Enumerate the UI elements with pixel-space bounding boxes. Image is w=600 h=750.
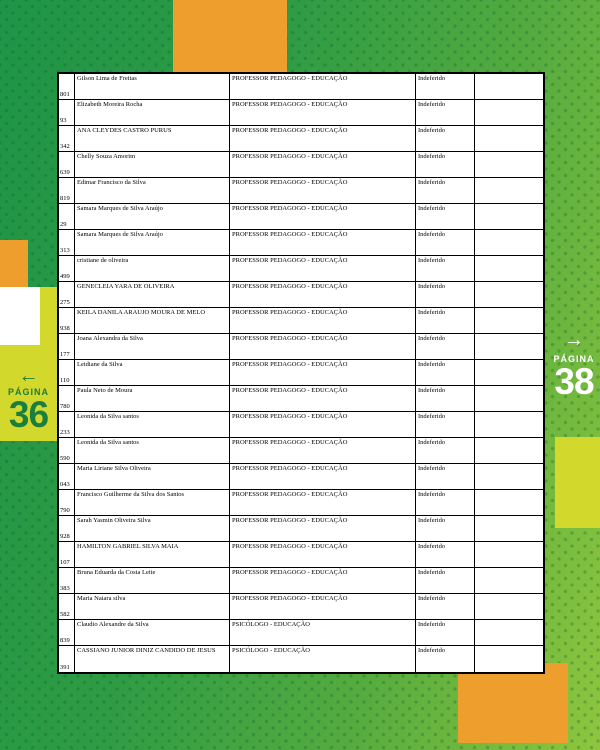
candidate-name: Sarah Yasmin Oliveira Silva [75, 516, 230, 541]
empty-cell [475, 516, 543, 541]
table-row [59, 516, 543, 542]
candidate-name: Joana Alexandra da Silva [75, 334, 230, 359]
row-number: 801 [59, 74, 75, 99]
status-cell: Indeferido [416, 464, 475, 489]
position-cell: PROFESSOR PEDAGOGO - EDUCAÇÃO [229, 360, 416, 385]
position-cell: PROFESSOR PEDAGOGO - EDUCAÇÃO [229, 178, 416, 203]
status-cell: Indeferido [416, 490, 475, 515]
row-number: 313 [59, 230, 75, 255]
position-cell: PROFESSOR PEDAGOGO - EDUCAÇÃO [229, 542, 416, 567]
position-cell: PROFESSOR PEDAGOGO - EDUCAÇÃO [229, 334, 416, 359]
status-cell: Indeferido [416, 152, 475, 177]
candidate-name: Maria Naiara silva [75, 594, 230, 619]
position-cell: PROFESSOR PEDAGOGO - EDUCAÇÃO [229, 412, 416, 437]
candidate-name: GENECLEIA YARA DE OLIVEIRA [75, 282, 230, 307]
table-row [59, 594, 543, 620]
candidates-table [57, 72, 545, 674]
decor-top-orange-block [173, 0, 287, 75]
position-cell: PROFESSOR PEDAGOGO - EDUCAÇÃO [229, 516, 416, 541]
position-cell: PROFESSOR PEDAGOGO - EDUCAÇÃO [229, 100, 416, 125]
row-number: 780 [59, 386, 75, 411]
position-cell: PROFESSOR PEDAGOGO - EDUCAÇÃO [229, 256, 416, 281]
table-row [59, 74, 543, 100]
status-cell: Indeferido [416, 204, 475, 229]
candidate-name: Edimar Francisco da Silva [75, 178, 230, 203]
empty-cell [475, 620, 543, 645]
next-page-label: PÁGINA [553, 354, 595, 364]
left-arrow-icon: ← [18, 365, 39, 387]
row-number: 383 [59, 568, 75, 593]
status-cell: Indeferido [416, 412, 475, 437]
table-row [59, 620, 543, 646]
empty-cell [475, 74, 543, 99]
candidate-name: Samara Marques de Silva Araújo [75, 204, 230, 229]
row-number: 107 [59, 542, 75, 567]
status-cell: Indeferido [416, 100, 475, 125]
candidate-name: HAMILTON GABRIEL SILVA MAIA [75, 542, 230, 567]
row-number: 342 [59, 126, 75, 151]
table-row [59, 204, 543, 230]
table-row [59, 230, 543, 256]
status-cell: Indeferido [416, 126, 475, 151]
position-cell: PROFESSOR PEDAGOGO - EDUCAÇÃO [229, 74, 416, 99]
position-cell: PROFESSOR PEDAGOGO - EDUCAÇÃO [229, 438, 416, 463]
table-row [59, 152, 543, 178]
decor-bottom-orange-block [458, 663, 568, 743]
candidate-name: Leonida da Silva santos [75, 438, 230, 463]
row-number: 93 [59, 100, 75, 125]
empty-cell [475, 100, 543, 125]
empty-cell [475, 308, 543, 333]
status-cell: Indeferido [416, 334, 475, 359]
next-page-number: 38 [554, 361, 594, 402]
table-row [59, 542, 543, 568]
next-page-button[interactable] [548, 330, 600, 430]
empty-cell [475, 360, 543, 385]
position-cell: PSICÓLOGO - EDUCAÇÃO [229, 646, 416, 672]
candidate-name: Chelly Souza Amorim [75, 152, 230, 177]
row-number: 043 [59, 464, 75, 489]
position-cell: PROFESSOR PEDAGOGO - EDUCAÇÃO [229, 464, 416, 489]
empty-cell [475, 126, 543, 151]
empty-cell [475, 152, 543, 177]
empty-cell [475, 464, 543, 489]
candidate-name: Samara Marques de Silva Araújo [75, 230, 230, 255]
row-number: 938 [59, 308, 75, 333]
prev-page-number: 36 [8, 394, 49, 435]
row-number: 590 [59, 438, 75, 463]
table-row [59, 178, 543, 204]
row-number: 819 [59, 178, 75, 203]
status-cell: Indeferido [416, 178, 475, 203]
position-cell: PROFESSOR PEDAGOGO - EDUCAÇÃO [229, 490, 416, 515]
position-cell: PSICÓLOGO - EDUCAÇÃO [229, 620, 416, 645]
empty-cell [475, 438, 543, 463]
empty-cell [475, 204, 543, 229]
status-cell: Indeferido [416, 230, 475, 255]
table-row [59, 360, 543, 386]
row-number: 499 [59, 256, 75, 281]
position-cell: PROFESSOR PEDAGOGO - EDUCAÇÃO [229, 568, 416, 593]
candidate-name: ANA CLEYDES CASTRO PURUS [75, 126, 230, 151]
table-row [59, 568, 543, 594]
table-row [59, 100, 543, 126]
table-row [59, 490, 543, 516]
row-number: 177 [59, 334, 75, 359]
decor-right-yellow-block [555, 437, 600, 528]
empty-cell [475, 230, 543, 255]
candidate-name: Leonida da Silva santos [75, 412, 230, 437]
row-number: 391 [59, 646, 75, 672]
status-cell: Indeferido [416, 74, 475, 99]
empty-cell [475, 386, 543, 411]
empty-cell [475, 646, 543, 672]
empty-cell [475, 490, 543, 515]
empty-cell [475, 334, 543, 359]
empty-cell [475, 282, 543, 307]
position-cell: PROFESSOR PEDAGOGO - EDUCAÇÃO [229, 204, 416, 229]
position-cell: PROFESSOR PEDAGOGO - EDUCAÇÃO [229, 282, 416, 307]
status-cell: Indeferido [416, 256, 475, 281]
table-row [59, 308, 543, 334]
candidate-name: KEILA DANILA ARAUJO MOURA DE MELO [75, 308, 230, 333]
empty-cell [475, 568, 543, 593]
table-row [59, 464, 543, 490]
status-cell: Indeferido [416, 282, 475, 307]
empty-cell [475, 594, 543, 619]
position-cell: PROFESSOR PEDAGOGO - EDUCAÇÃO [229, 308, 416, 333]
row-number: 839 [59, 620, 75, 645]
position-cell: PROFESSOR PEDAGOGO - EDUCAÇÃO [229, 230, 416, 255]
status-cell: Indeferido [416, 386, 475, 411]
table-row [59, 334, 543, 360]
candidate-name: Leidiane da Silva [75, 360, 230, 385]
empty-cell [475, 178, 543, 203]
candidate-name: Elizabeth Moreira Rocha [75, 100, 230, 125]
status-cell: Indeferido [416, 438, 475, 463]
table-row [59, 646, 543, 672]
empty-cell [475, 412, 543, 437]
row-number: 29 [59, 204, 75, 229]
empty-cell [475, 256, 543, 281]
status-cell: Indeferido [416, 646, 475, 672]
position-cell: PROFESSOR PEDAGOGO - EDUCAÇÃO [229, 386, 416, 411]
candidate-name: Paula Neto de Moura [75, 386, 230, 411]
candidate-name: cristiane de oliveira [75, 256, 230, 281]
position-cell: PROFESSOR PEDAGOGO - EDUCAÇÃO [229, 152, 416, 177]
empty-cell [475, 542, 543, 567]
table-row [59, 438, 543, 464]
row-number: 639 [59, 152, 75, 177]
right-arrow-icon: → [564, 329, 584, 351]
status-cell: Indeferido [416, 620, 475, 645]
position-cell: PROFESSOR PEDAGOGO - EDUCAÇÃO [229, 126, 416, 151]
status-cell: Indeferido [416, 542, 475, 567]
candidate-name: Gilson Lima de Freitas [75, 74, 230, 99]
table-row [59, 256, 543, 282]
row-number: 928 [59, 516, 75, 541]
candidate-name: Maria Liriane Silva Oliveira [75, 464, 230, 489]
candidate-name: CASSIANO JUNIOR DINIZ CANDIDO DE JESUS [75, 646, 230, 672]
status-cell: Indeferido [416, 568, 475, 593]
table-row [59, 282, 543, 308]
row-number: 233 [59, 412, 75, 437]
row-number: 790 [59, 490, 75, 515]
decor-left-orange-block [0, 240, 28, 287]
status-cell: Indeferido [416, 594, 475, 619]
prev-page-label: PÁGINA [7, 387, 49, 397]
table-row [59, 126, 543, 152]
table-row [59, 386, 543, 412]
candidate-name: Francisco Guilherme da Silva dos Santos [75, 490, 230, 515]
position-cell: PROFESSOR PEDAGOGO - EDUCAÇÃO [229, 594, 416, 619]
decor-left-white-block [0, 287, 40, 345]
status-cell: Indeferido [416, 360, 475, 385]
status-cell: Indeferido [416, 308, 475, 333]
status-cell: Indeferido [416, 516, 475, 541]
candidate-name: Bruna Eduarda da Costa Leite [75, 568, 230, 593]
row-number: 110 [59, 360, 75, 385]
row-number: 582 [59, 594, 75, 619]
table-row [59, 412, 543, 438]
candidate-name: Claudio Alexandre da Silva [75, 620, 230, 645]
row-number: 275 [59, 282, 75, 307]
